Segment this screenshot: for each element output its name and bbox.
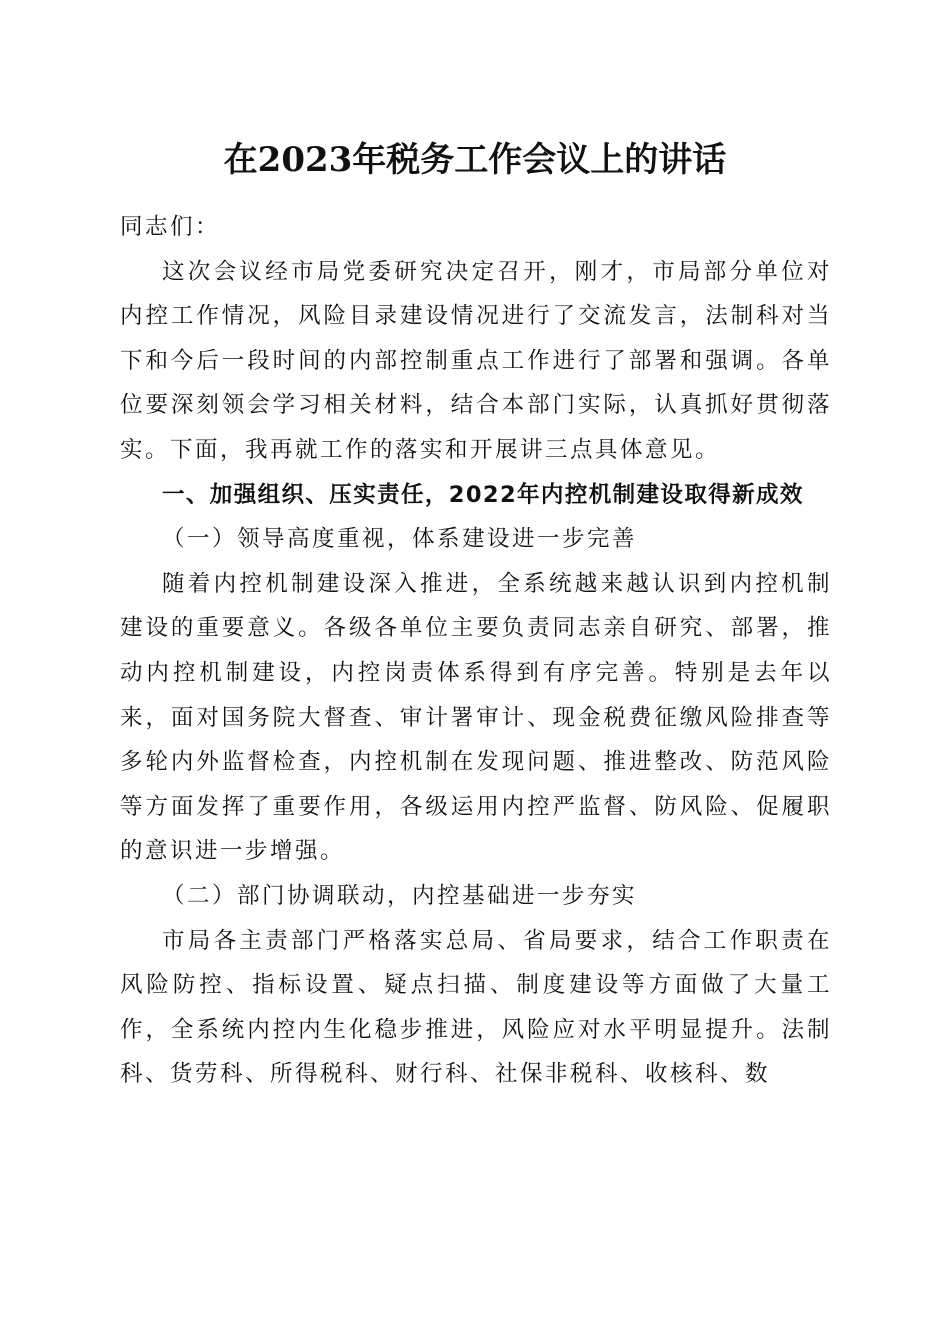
subsection-2-paragraph: 市局各主责部门严格落实总局、省局要求，结合工作职责在风险防控、指标设置、疑点扫描、制度建设等方面做了大量工作，全系统内控内生化稳步推进，风险应对水平明显提升。法制科、货劳科、所得税科、财行科、社保非税科、收核科、数 [120,927,832,1088]
salutation: 同志们： [120,214,221,240]
subsection-1-heading: （一）领导高度重视，体系建设进一步完善 [162,526,638,553]
subsection-1-paragraph: 随着内控机制建设深入推进，全系统越来越认识到内控机制建设的重要意义。各级各单位主要负责同志亲自研究、部署，推动内控机制建设，内控岗责体系得到有序完善。特别是去年以来，面对国务院大督查、审计署审计、现金税费征缴风险排查等多轮内外监督检查，内控机制在发现问题、推进整改、防范风险等方面发挥了重要作用，各级运用内控严监督、防风险、促履职的意识进一步增强。 [120,570,832,865]
document-title: 在2023年税务工作会议上的讲话 [223,140,727,180]
intro-paragraph: 这次会议经市局党委研究决定召开，刚才，市局部分单位对内控工作情况，风险目录建设情况进行了交流发言，法制科对当下和今后一段时间的内部控制重点工作进行了部署和强调。各单位要深刻领会学习相关材料，结合本部门实际，认真抓好贯彻落实。下面，我再就工作的落实和开展讲三点具体意见。 [120,258,832,463]
subsection-2-heading: （二）部门协调联动，内控基础进一步夯实 [162,882,638,909]
document-body [120,205,832,1097]
section-1-heading: 一、加强组织、压实责任，2022年内控机制建设取得新成效 [162,481,804,508]
